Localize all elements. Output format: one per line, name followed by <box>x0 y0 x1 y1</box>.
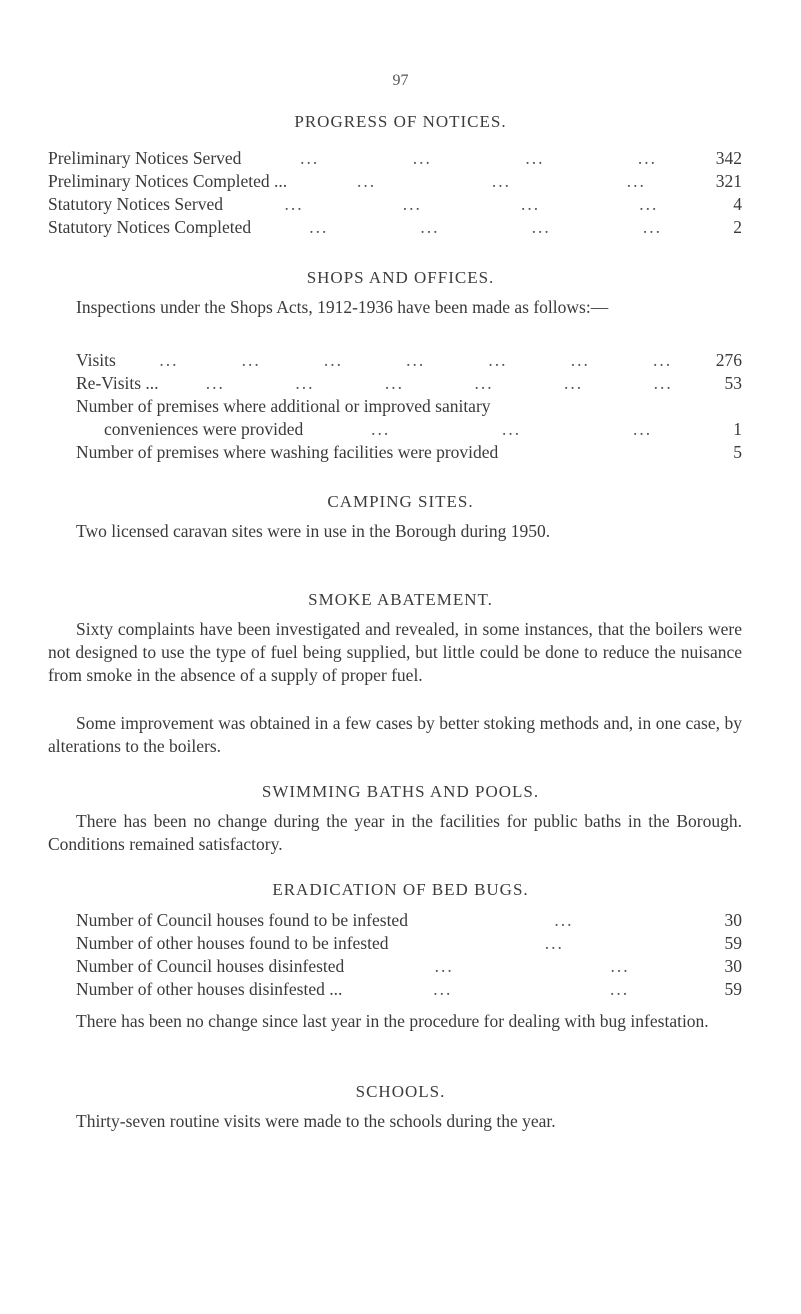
row-label: Number of premises where additional or improved sanitary <box>76 396 491 416</box>
leader-dots: ... ... ... ... <box>300 148 658 168</box>
progress-row <box>48 171 742 192</box>
progress-heading: PROGRESS OF NOTICES. <box>294 112 507 131</box>
progress-row <box>48 217 742 238</box>
bedbugs-row <box>76 979 742 1000</box>
row-label: Re-Visits ... <box>76 373 159 393</box>
row-label: Preliminary Notices Served <box>48 148 242 168</box>
row-label: Number of Council houses found to be infested <box>76 910 408 930</box>
shops-row <box>104 419 742 440</box>
shops-heading: SHOPS AND OFFICES. <box>306 268 495 287</box>
row-value: 4 <box>733 194 742 214</box>
progress-row <box>48 148 742 169</box>
row-value: 59 <box>724 979 742 999</box>
row-label: Visits <box>76 350 116 370</box>
row-value: 59 <box>724 933 742 953</box>
row-value: 321 <box>715 171 742 191</box>
leader-dots: ... ... ... <box>357 171 646 191</box>
row-value: 5 <box>733 442 742 462</box>
row-label: Number of other houses found to be infested <box>76 933 389 953</box>
bedbugs-heading: ERADICATION OF BED BUGS. <box>272 880 529 899</box>
leader-dots: ... ... ... ... <box>309 217 662 237</box>
row-value: 30 <box>724 910 742 930</box>
leader-dots: ... <box>544 933 564 953</box>
row-label: Statutory Notices Served <box>48 194 223 214</box>
leader-dots: ... ... ... ... <box>284 194 659 214</box>
leader-dots: ... <box>554 910 574 930</box>
shops-row <box>76 350 742 371</box>
shops-intro: Inspections under the Shops Acts, 1912-1936 have been made as follows:— <box>76 297 609 317</box>
leader-dots: ... ... ... ... ... ... ... <box>159 350 673 370</box>
row-label: conveniences were provided <box>104 419 304 439</box>
bedbugs-row <box>76 956 742 977</box>
row-value: 342 <box>715 148 742 168</box>
shops-row <box>76 442 742 463</box>
row-label: Number of premises where washing facilities were provided <box>76 442 499 462</box>
shops-row <box>76 373 742 394</box>
leader-dots: ... ... <box>433 979 630 999</box>
row-value: 1 <box>733 419 742 439</box>
camping-text: Two licensed caravan sites were in use in the Borough during 1950. <box>76 521 551 541</box>
smoke-paragraph-2: Some improvement was obtained in a few cases by better stoking methods and, in one case, by alterations to the boilers. <box>48 713 742 756</box>
row-value: 2 <box>733 217 742 237</box>
smoke-heading: SMOKE ABATEMENT. <box>308 590 493 609</box>
row-label: Statutory Notices Completed <box>48 217 252 237</box>
leader-dots: ... ... ... ... ... ... <box>205 373 673 393</box>
row-label: Number of other houses disinfested ... <box>76 979 343 999</box>
shops-row-label-line1 <box>76 396 742 417</box>
leader-dots: ... ... ... <box>371 419 653 439</box>
leader-dots: ... ... <box>434 956 630 976</box>
bedbugs-row <box>76 933 742 954</box>
row-label: Number of Council houses disinfested <box>76 956 345 976</box>
swimming-heading: SWIMMING BATHS AND POOLS. <box>261 782 540 801</box>
smoke-paragraph-1: Sixty complaints have been investigated and revealed, in some instances, that the boilers were not designed to use the type of fuel being supplied, but little could be done to reduce the nuisance from smoke in the absence of a supply of proper fuel. <box>48 619 742 685</box>
bedbugs-text: There has been no change since last year in the procedure for dealing with bug infestation. <box>76 1011 709 1031</box>
bedbugs-row <box>76 910 742 931</box>
row-label: Preliminary Notices Completed ... <box>48 171 288 191</box>
row-value: 53 <box>724 373 742 393</box>
schools-heading: SCHOOLS. <box>355 1082 446 1101</box>
row-value: 276 <box>715 350 742 370</box>
page-number: 97 <box>392 72 409 89</box>
progress-row <box>48 194 742 215</box>
schools-text: Thirty-seven routine visits were made to the schools during the year. <box>76 1111 556 1131</box>
swimming-text: There has been no change during the year in the facilities for public baths in the Borough. Conditions remained satisfactory. <box>48 811 742 854</box>
camping-heading: CAMPING SITES. <box>327 492 474 511</box>
row-value: 30 <box>724 956 742 976</box>
